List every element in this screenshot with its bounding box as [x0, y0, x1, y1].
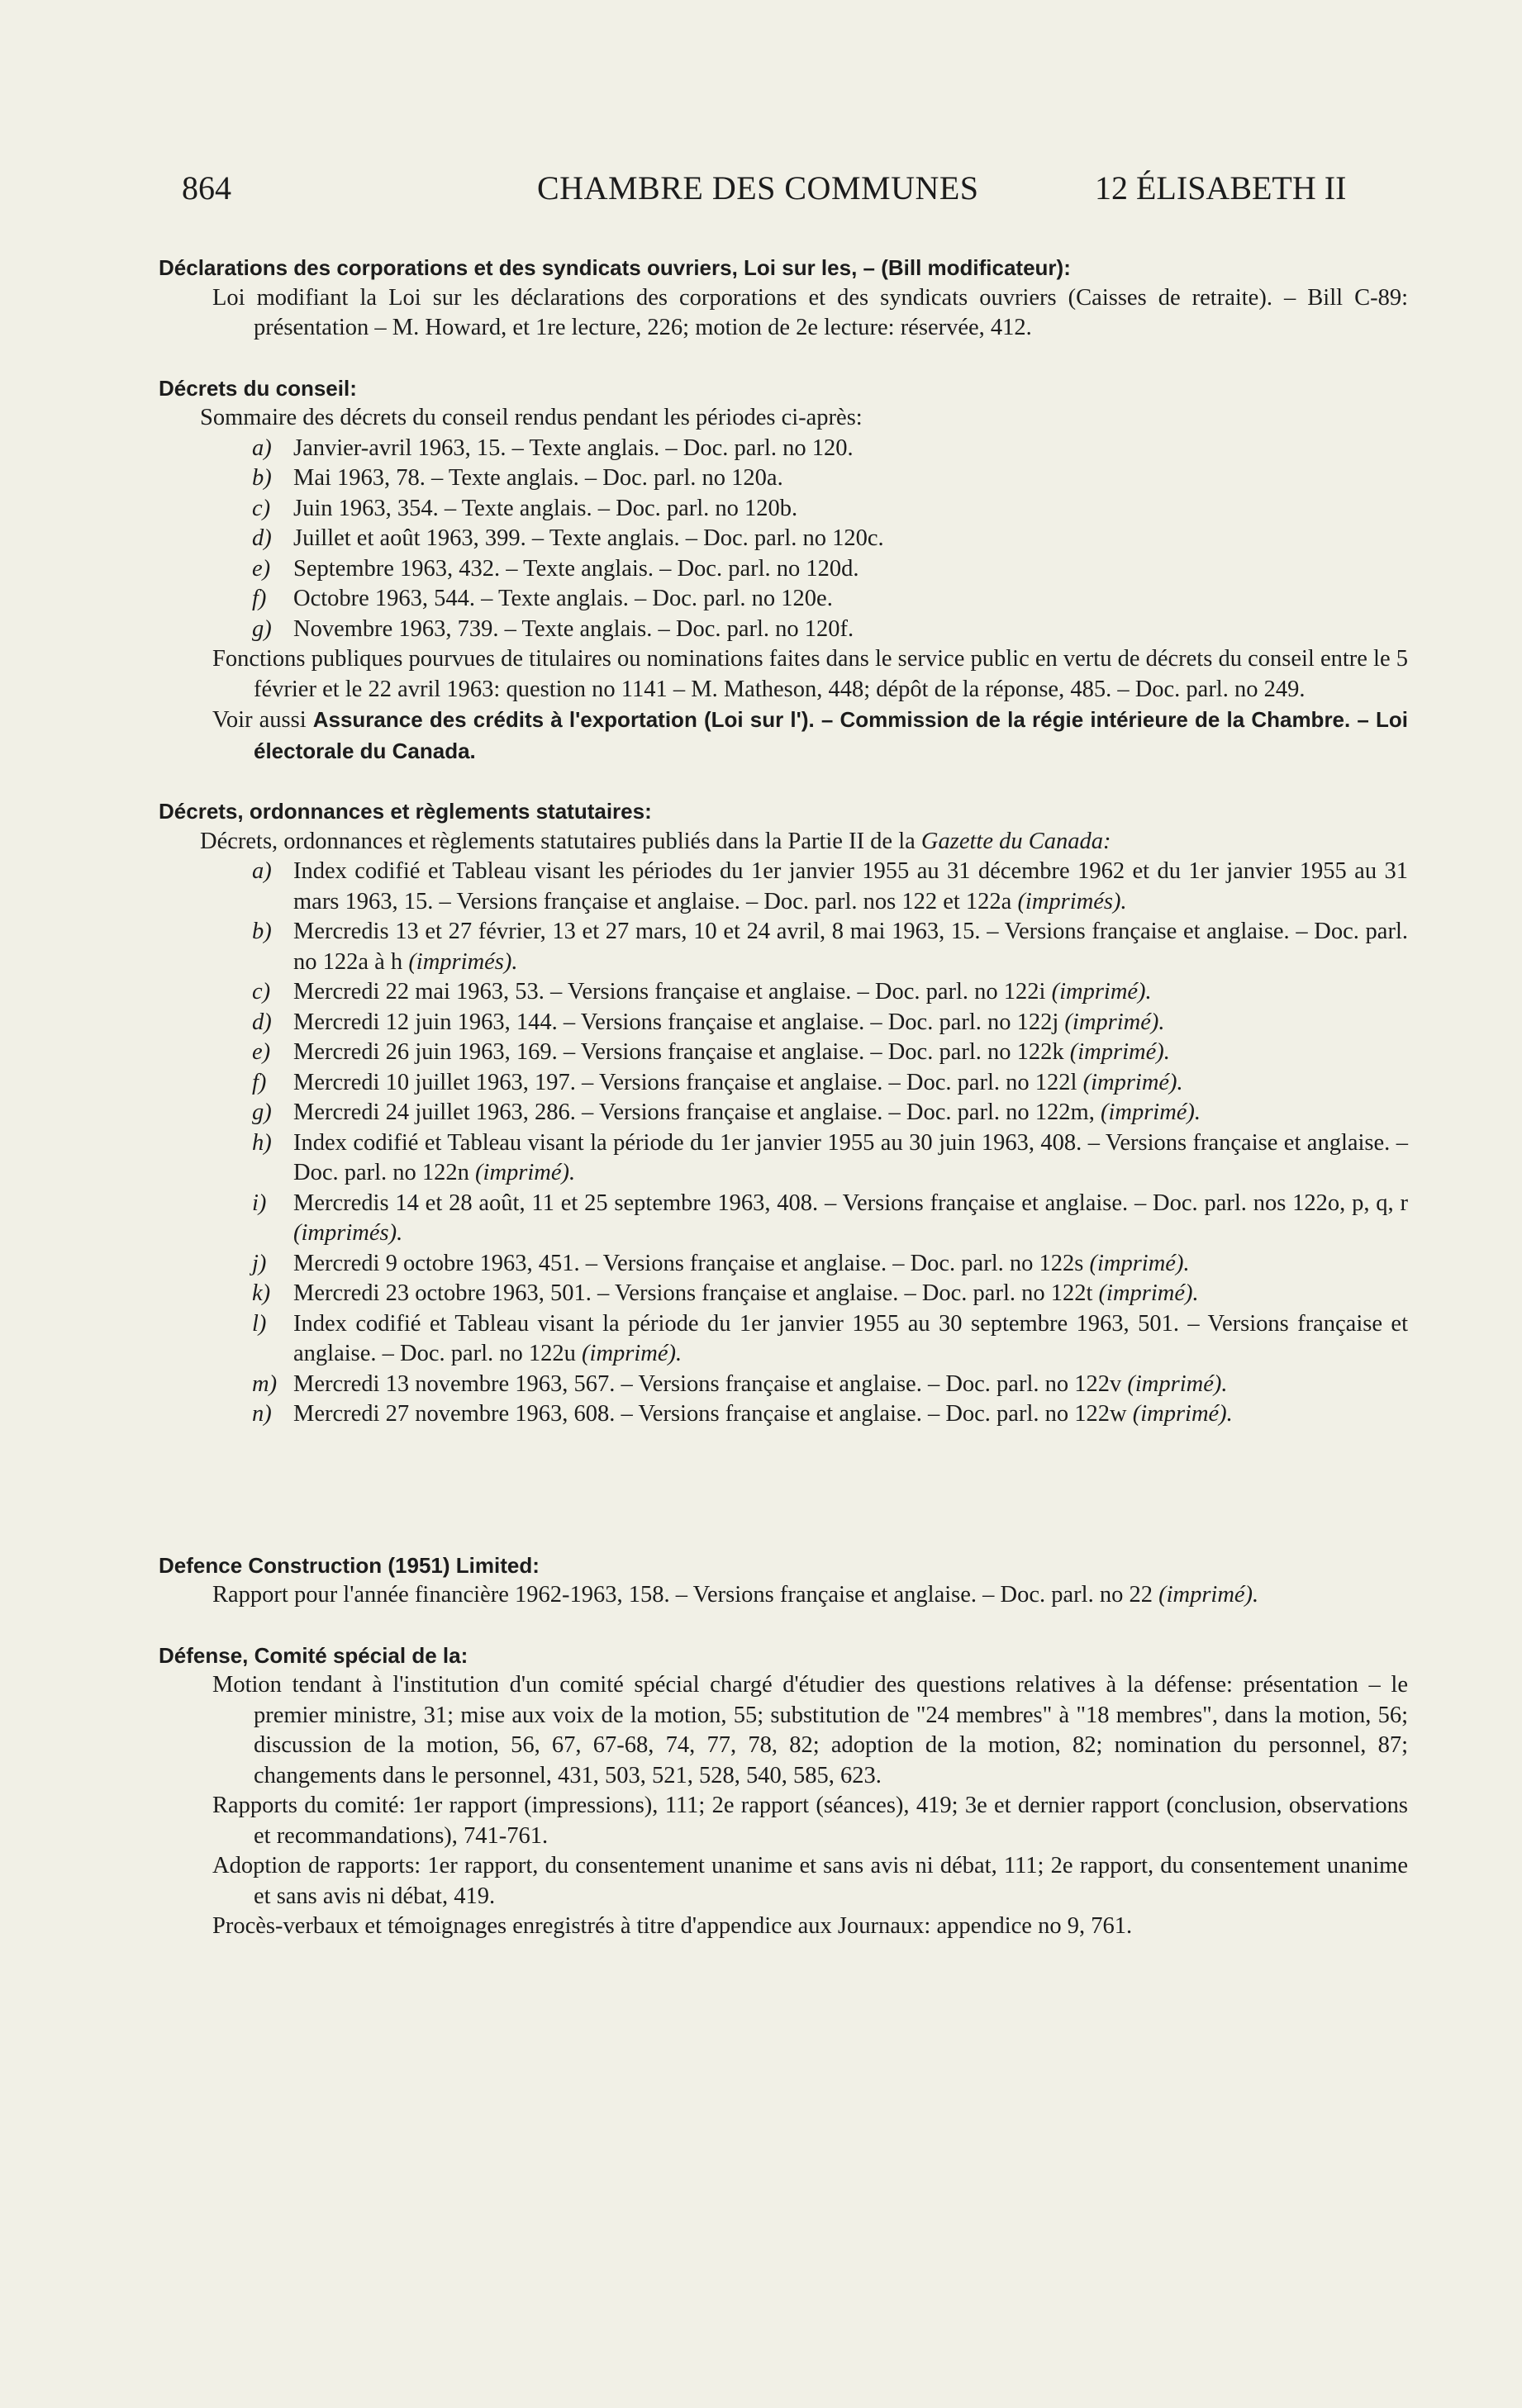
item-label: a): [252, 858, 272, 884]
item-text: Novembre 1963, 739. – Texte anglais. – Doc. parl. no 120f.: [293, 615, 854, 642]
item-label: c): [252, 495, 271, 521]
item-text: Index codifié et Tableau visant la période du 1er janvier 1955 au 30 juin 1963, 408. – Versions française et anglaise. – Doc. parl. no 122n: [293, 1129, 1408, 1185]
section-heading: Décrets du conseil:: [159, 375, 357, 401]
item-text: Mercredi 23 octobre 1963, 501. – Versions française et anglaise. – Doc. parl. no 122t: [293, 1280, 1093, 1306]
item-label: i): [252, 1190, 267, 1216]
regnal-year: 12 ÉLISABETH II: [1095, 169, 1347, 207]
see-also: [159, 705, 1408, 767]
sub-item: [159, 434, 1408, 464]
item-label: h): [252, 1129, 272, 1156]
item-label: d): [252, 525, 272, 551]
item-text: Mercredi 26 juin 1963, 169. – Versions française et anglaise. – Doc. parl. no 122k: [293, 1039, 1064, 1065]
sub-item: [159, 494, 1408, 525]
index-entry: Adoption de rapports: 1er rapport, du consentement unanime et sans avis ni débat, 111; 2e rapport, du consentement unanime et sans avis ni débat, 419.: [212, 1853, 1408, 1909]
item-label: e): [252, 555, 271, 582]
item-note: (imprimé).: [1069, 1039, 1170, 1065]
sub-item: [159, 524, 1408, 554]
sub-item: [159, 1038, 1408, 1068]
publication-title: Gazette du Canada:: [920, 828, 1111, 854]
index-section: [159, 796, 1408, 1430]
sub-item: [159, 1279, 1408, 1309]
item-label: n): [252, 1401, 272, 1427]
item-note: (imprimé).: [1127, 1370, 1228, 1397]
index-section: [159, 373, 1408, 767]
sub-item: [159, 1098, 1408, 1128]
sub-item: [159, 554, 1408, 585]
sub-item: [159, 1370, 1408, 1400]
item-text: Mercredi 9 octobre 1963, 451. – Versions française et anglaise. – Doc. parl. no 122s: [293, 1250, 1084, 1276]
item-text: Mercredi 13 novembre 1963, 567. – Versions française et anglaise. – Doc. parl. no 122v: [293, 1370, 1122, 1397]
cross-reference: Assurance des crédits à l'exportation (Loi sur l'). – Commission de la régie intérieure de la Chambre. – Loi électorale du Canada.: [254, 707, 1409, 763]
item-text: Mercredi 10 juillet 1963, 197. – Versions française et anglaise. – Doc. parl. no 122l: [293, 1069, 1077, 1095]
item-label: f): [252, 1069, 267, 1095]
section-heading: Décrets, ordonnances et règlements statutaires:: [159, 799, 652, 824]
item-label: l): [252, 1310, 267, 1337]
section-heading: Defence Construction (1951) Limited:: [159, 1552, 540, 1578]
index-section: [159, 1641, 1408, 1942]
item-label: a): [252, 435, 272, 461]
section-heading: Déclarations des corporations et des syndicats ouvriers, Loi sur les, – (Bill modificateur):: [159, 255, 1071, 280]
item-text: Index codifié et Tableau visant les périodes du 1er janvier 1955 au 31 décembre 1962 et du 1er janvier 1955 au 31 mars 1963, 15. – Versions française et anglaise. – Doc. parl. nos 122 et 122a: [293, 858, 1408, 914]
item-text: Mercredi 27 novembre 1963, 608. – Versions française et anglaise. – Doc. parl. no 122w: [293, 1401, 1127, 1427]
entry-text: Rapport pour l'année financière 1962-1963, 158. – Versions française et anglaise. – Doc. parl. no 22: [212, 1582, 1153, 1608]
see-also-prefix: Voir aussi: [212, 707, 307, 733]
index-entry: [159, 1580, 1408, 1611]
item-label: b): [252, 919, 272, 944]
running-head: [0, 168, 1522, 209]
item-note: (imprimé).: [1064, 1009, 1165, 1035]
index-entry: Procès-verbaux et témoignages enregistrés à titre d'appendice aux Journaux: appendice no 9, 761.: [212, 1913, 1133, 1939]
item-text: Mercredi 24 juillet 1963, 286. – Versions française et anglaise. – Doc. parl. no 122m,: [293, 1100, 1095, 1125]
item-note: (imprimés).: [1017, 888, 1127, 914]
item-note: (imprimés).: [293, 1220, 403, 1246]
index-entry: Fonctions publiques pourvues de titulaires ou nominations faites dans le service public en vertu de décrets du conseil entre le 5 février et le 22 avril 1963: question no 1141 – M. Matheson, 448; dépôt de la réponse, 485. – Doc. parl. no 249.: [212, 646, 1408, 702]
sub-item: [159, 1068, 1408, 1099]
index-section: [159, 1551, 1408, 1611]
sub-item: [159, 1189, 1408, 1249]
item-text: Index codifié et Tableau visant la période du 1er janvier 1955 au 30 septembre 1963, 501. – Versions française et anglaise. – Doc. parl. no 122u: [293, 1310, 1408, 1366]
running-title: CHAMBRE DES COMMUNES: [537, 169, 979, 207]
item-label: d): [252, 1009, 272, 1035]
item-note: (imprimé).: [1051, 979, 1152, 1005]
section-heading: Défense, Comité spécial de la:: [159, 1642, 468, 1668]
item-label: g): [252, 615, 272, 642]
item-note: (imprimé).: [582, 1341, 683, 1366]
index-content: [159, 253, 1408, 1972]
sub-item: [159, 615, 1408, 645]
item-note: (imprimé).: [475, 1160, 576, 1185]
item-text: Juin 1963, 354. – Texte anglais. – Doc. parl. no 120b.: [293, 495, 798, 521]
item-text: Mercredi 12 juin 1963, 144. – Versions française et anglaise. – Doc. parl. no 122j: [293, 1009, 1059, 1035]
index-section: [159, 253, 1408, 344]
item-note: (imprimé).: [1132, 1401, 1233, 1427]
index-entry: Rapports du comité: 1er rapport (impressions), 111; 2e rapport (séances), 419; 3e et dernier rapport (conclusion, observations et recommandations), 741-761.: [212, 1793, 1408, 1849]
index-entry: Sommaire des décrets du conseil rendus pendant les périodes ci-après:: [200, 405, 863, 430]
sub-item: [159, 917, 1408, 977]
sub-item: [159, 977, 1408, 1008]
item-text: Juillet et août 1963, 399. – Texte anglais. – Doc. parl. no 120c.: [293, 525, 884, 551]
sub-item: [159, 1128, 1408, 1189]
intro-text: Décrets, ordonnances et règlements statutaires publiés dans la Partie II de la: [200, 828, 916, 854]
item-text: Mercredis 14 et 28 août, 11 et 25 septembre 1963, 408. – Versions française et anglaise. – Doc. parl. nos 122o, p, q, r: [293, 1190, 1408, 1216]
sub-item: [159, 584, 1408, 615]
item-label: f): [252, 586, 267, 611]
section-gap: [159, 1460, 1408, 1551]
item-note: (imprimé).: [1089, 1250, 1190, 1276]
item-label: b): [252, 465, 272, 491]
item-text: Mercredi 22 mai 1963, 53. – Versions française et anglaise. – Doc. parl. no 122i: [293, 979, 1046, 1005]
item-note: (imprimé).: [1158, 1582, 1259, 1608]
index-entry: Motion tendant à l'institution d'un comité spécial chargé d'étudier des questions relatives à la défense: présentation – le premier ministre, 31; mise aux voix de la motion, 55; substitution de "24 membres" à "18 membres", dans la motion, 56; discussion de la motion, 56, 67, 67-68, 74, 77, 78, 82; adoption de la motion, 82; nomination du personnel, 87; changements dans le personnel, 431, 503, 521, 528, 540, 585, 623.: [212, 1672, 1408, 1788]
item-note: (imprimés).: [408, 948, 518, 975]
sub-item: [159, 1309, 1408, 1370]
sub-item: [159, 1399, 1408, 1430]
item-label: e): [252, 1039, 271, 1065]
item-label: j): [252, 1250, 267, 1276]
index-entry: Loi modifiant la Loi sur les déclarations des corporations et des syndicats ouvriers (Caisses de retraite). – Bill C-89: présentation – M. Howard, et 1re lecture, 226; motion de 2e lecture: réservée, 412.: [212, 284, 1408, 340]
item-note: (imprimé).: [1100, 1100, 1201, 1125]
item-note: (imprimé).: [1082, 1069, 1183, 1095]
item-text: Mercredis 13 et 27 février, 13 et 27 mars, 10 et 24 avril, 8 mai 1963, 15. – Versions française et anglaise. – Doc. parl. no 122a à h: [293, 919, 1408, 975]
page-number: 864: [182, 169, 231, 207]
sub-item: [159, 463, 1408, 494]
item-label: m): [252, 1370, 278, 1397]
index-entry: [159, 827, 1408, 857]
item-note: (imprimé).: [1098, 1280, 1199, 1306]
sub-item: [159, 1008, 1408, 1038]
item-label: g): [252, 1100, 272, 1125]
sub-item: [159, 857, 1408, 917]
sub-item: [159, 1249, 1408, 1280]
item-label: k): [252, 1280, 271, 1306]
item-text: Janvier-avril 1963, 15. – Texte anglais. – Doc. parl. no 120.: [293, 435, 854, 461]
item-text: Octobre 1963, 544. – Texte anglais. – Doc. parl. no 120e.: [293, 586, 833, 611]
item-text: Mai 1963, 78. – Texte anglais. – Doc. parl. no 120a.: [293, 465, 783, 491]
item-label: c): [252, 979, 271, 1005]
item-text: Septembre 1963, 432. – Texte anglais. – Doc. parl. no 120d.: [293, 555, 859, 582]
